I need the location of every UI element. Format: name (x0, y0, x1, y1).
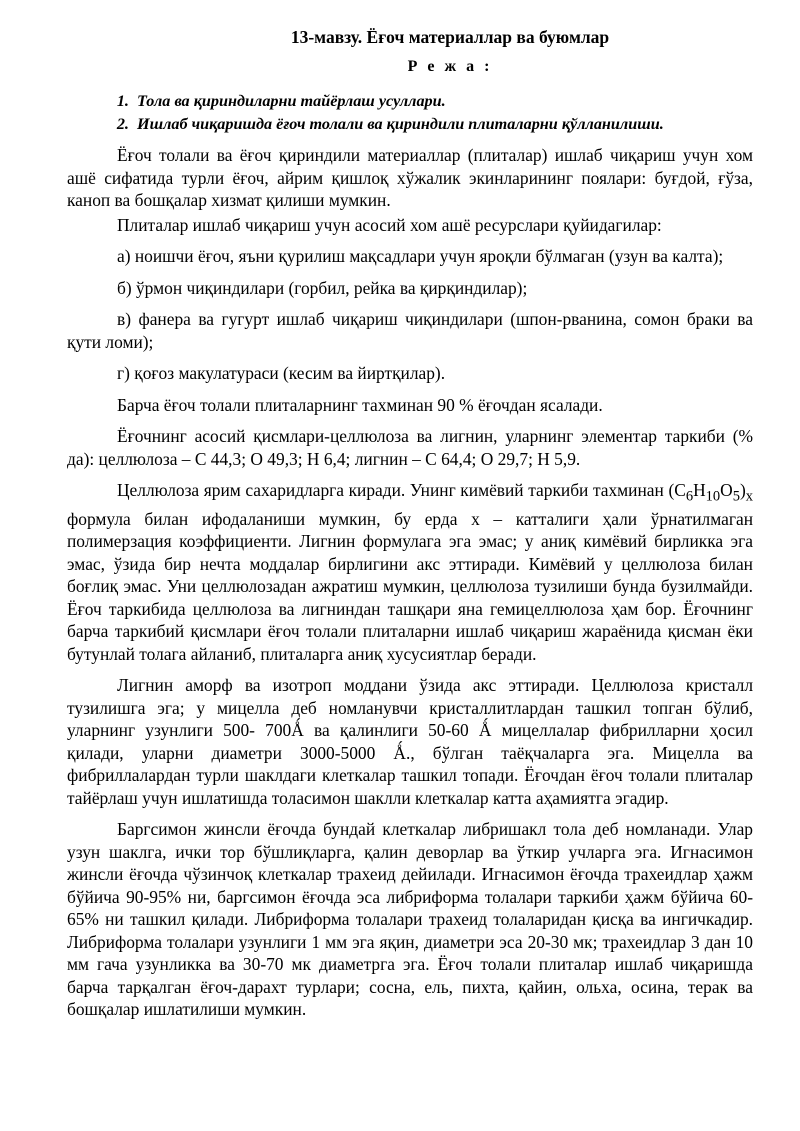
list-paragraph: а) ноишчи ёғоч, яъни қурилиш мақсадлари учун яроқли бўлмаган (узун ва калта); (117, 246, 724, 266)
paragraph: Ёғочнинг асосий қисмлари-целлюлоза ва лигнин, уларнинг элементар таркиби (% да): целлюлоза – С 44,3; О 49,3; Н 6,4; лигнин – С 64,4; О 29,7; Н 5,9. (67, 426, 753, 469)
paragraph: Баргсимон жинсли ёғочда бундай клеткалар либришакл тола деб номланади. Улар узун шаклга, ички тор бўшлиқларга, қалин деворлар ва ўткир учларга эга. Игнасимон жинсли ёғочда чўзинчоқ клеткалар трахеид дейилади. Игнасимон ёғочда трахеидлар ҳажм бўйича 90-95% ни, баргсимон ёғочда эса либриформа толалари таркиби ҳажм бўйича 60-65% ни ташкил қилади. Либриформа толалари трахеид толаларидан қисқа ва ингичкадир. Либриформа толалари узунлиги 1 мм эга яқин, диаметри эса 20-30 мк; трахеидлар 3 дан 10 мм гача узунликка ва 30-70 мк диаметрга эга. Ёғоч толали плиталар ишлаб чиқаришда барча тарқалган ёғоч-дарахт турлари; сосна, ель, пихта, қайин, ольха, осина, терак ва бошқалар ишлатилиши мумкин. (67, 819, 753, 1020)
paragraph: Плиталар ишлаб чиқариш учун асосий хом ашё ресурслари қуйидагилар: (117, 214, 662, 235)
list-paragraph: б) ўрмон чиқиндилари (горбил, рейка ва қирқиндилар); (117, 277, 528, 298)
cellulose-paragraph (67, 479, 753, 665)
plan-heading: Р е ж а : (407, 58, 493, 75)
list-paragraph: в) фанера ва гугурт ишлаб чиқариш чиқиндилари (шпон-рванина, сомон браки ва қути ломи); (67, 309, 753, 352)
document-page (67, 24, 753, 1021)
paragraph: Ёғоч толали ва ёғоч қириндили материаллар (плиталар) ишлаб чиқариш учун хом ашё сифатида турли ёғоч, айрим қишлоқ хўжалик экинларининг поялари: буғдой, ғўза, каноп ва бошқалар хизмат қилиши мумкин. (67, 145, 753, 210)
list-paragraph: г) қоғоз макулатураси (кесим ва йиртқилар). (117, 363, 446, 383)
paragraph-text: Целлюлоза ярим сахаридларга киради. Унинг кимёвий таркиби тахминан (117, 480, 669, 500)
paragraph: Лигнин аморф ва изотроп моддани ўзида акс эттиради. Целлюлоза кристалл тузилишга эга; у мицелла деб номланувчи кристаллитлардан ташкил топган бўлиб, уларнинг узунлиги 500- 700Ǻ ва қалинлиги 50-60 Ǻ мицеллалар фибрилларни ҳосил қилади, уларни диаметри 3000-5000 Ǻ., бўлган таёқчаларга эга. Мицелла ва фибриллалардан турли шаклдаги клеткалар ташкил топади. Ёғочдан ёғоч толали плиталар тайёрлаш учун ишлатишда толасимон шаклли клеткалар катта аҳамиятга эгадир. (67, 675, 753, 808)
paragraph-text: формула билан ифодаланиши мумкин, бу ерда х – катталиги ҳали ўрнатилмаган полимерзация коэффициенти. Лигнин формулага эга эмас; у аниқ кимёвий бирликка эга эмас, ўзида бир нечта моддалар бирлигини акс эттиради. Кимёвий у целлюлоза билан боғлиқ эмас. Уни целлюлозадан ажратиш мумкин, целлюлоза тузилиши бунда бузилмайди. Ёғоч таркибида целлюлоза ва лигниндан ташқари яна гемицеллюлоза ҳам бор. Ёғочнинг барча таркибий қисмлари ёғоч толали плиталарни ишлаб чиқариш жараёнида қисман ёки бутунлай толага айланиб, плиталарга аниқ хусусиятлар беради. (67, 508, 753, 664)
plan-item: 1. Тола ва қириндиларни тайёрлаш усуллари. (133, 90, 753, 113)
paragraph: Барча ёғоч толали плиталарнинг тахминан 90 % ёғочдан ясалади. (117, 394, 603, 415)
plan-item: 2. Ишлаб чиқаришда ёғоч толали ва қириндили плиталарни қўлланилиши. (133, 113, 753, 136)
page-title: 13-мавзу. Ёғоч материаллар ва буюмлар (290, 27, 610, 47)
plan-list (67, 90, 753, 136)
chemical-formula: $(C_6H_{10}O_5)_x$ (668, 480, 753, 505)
